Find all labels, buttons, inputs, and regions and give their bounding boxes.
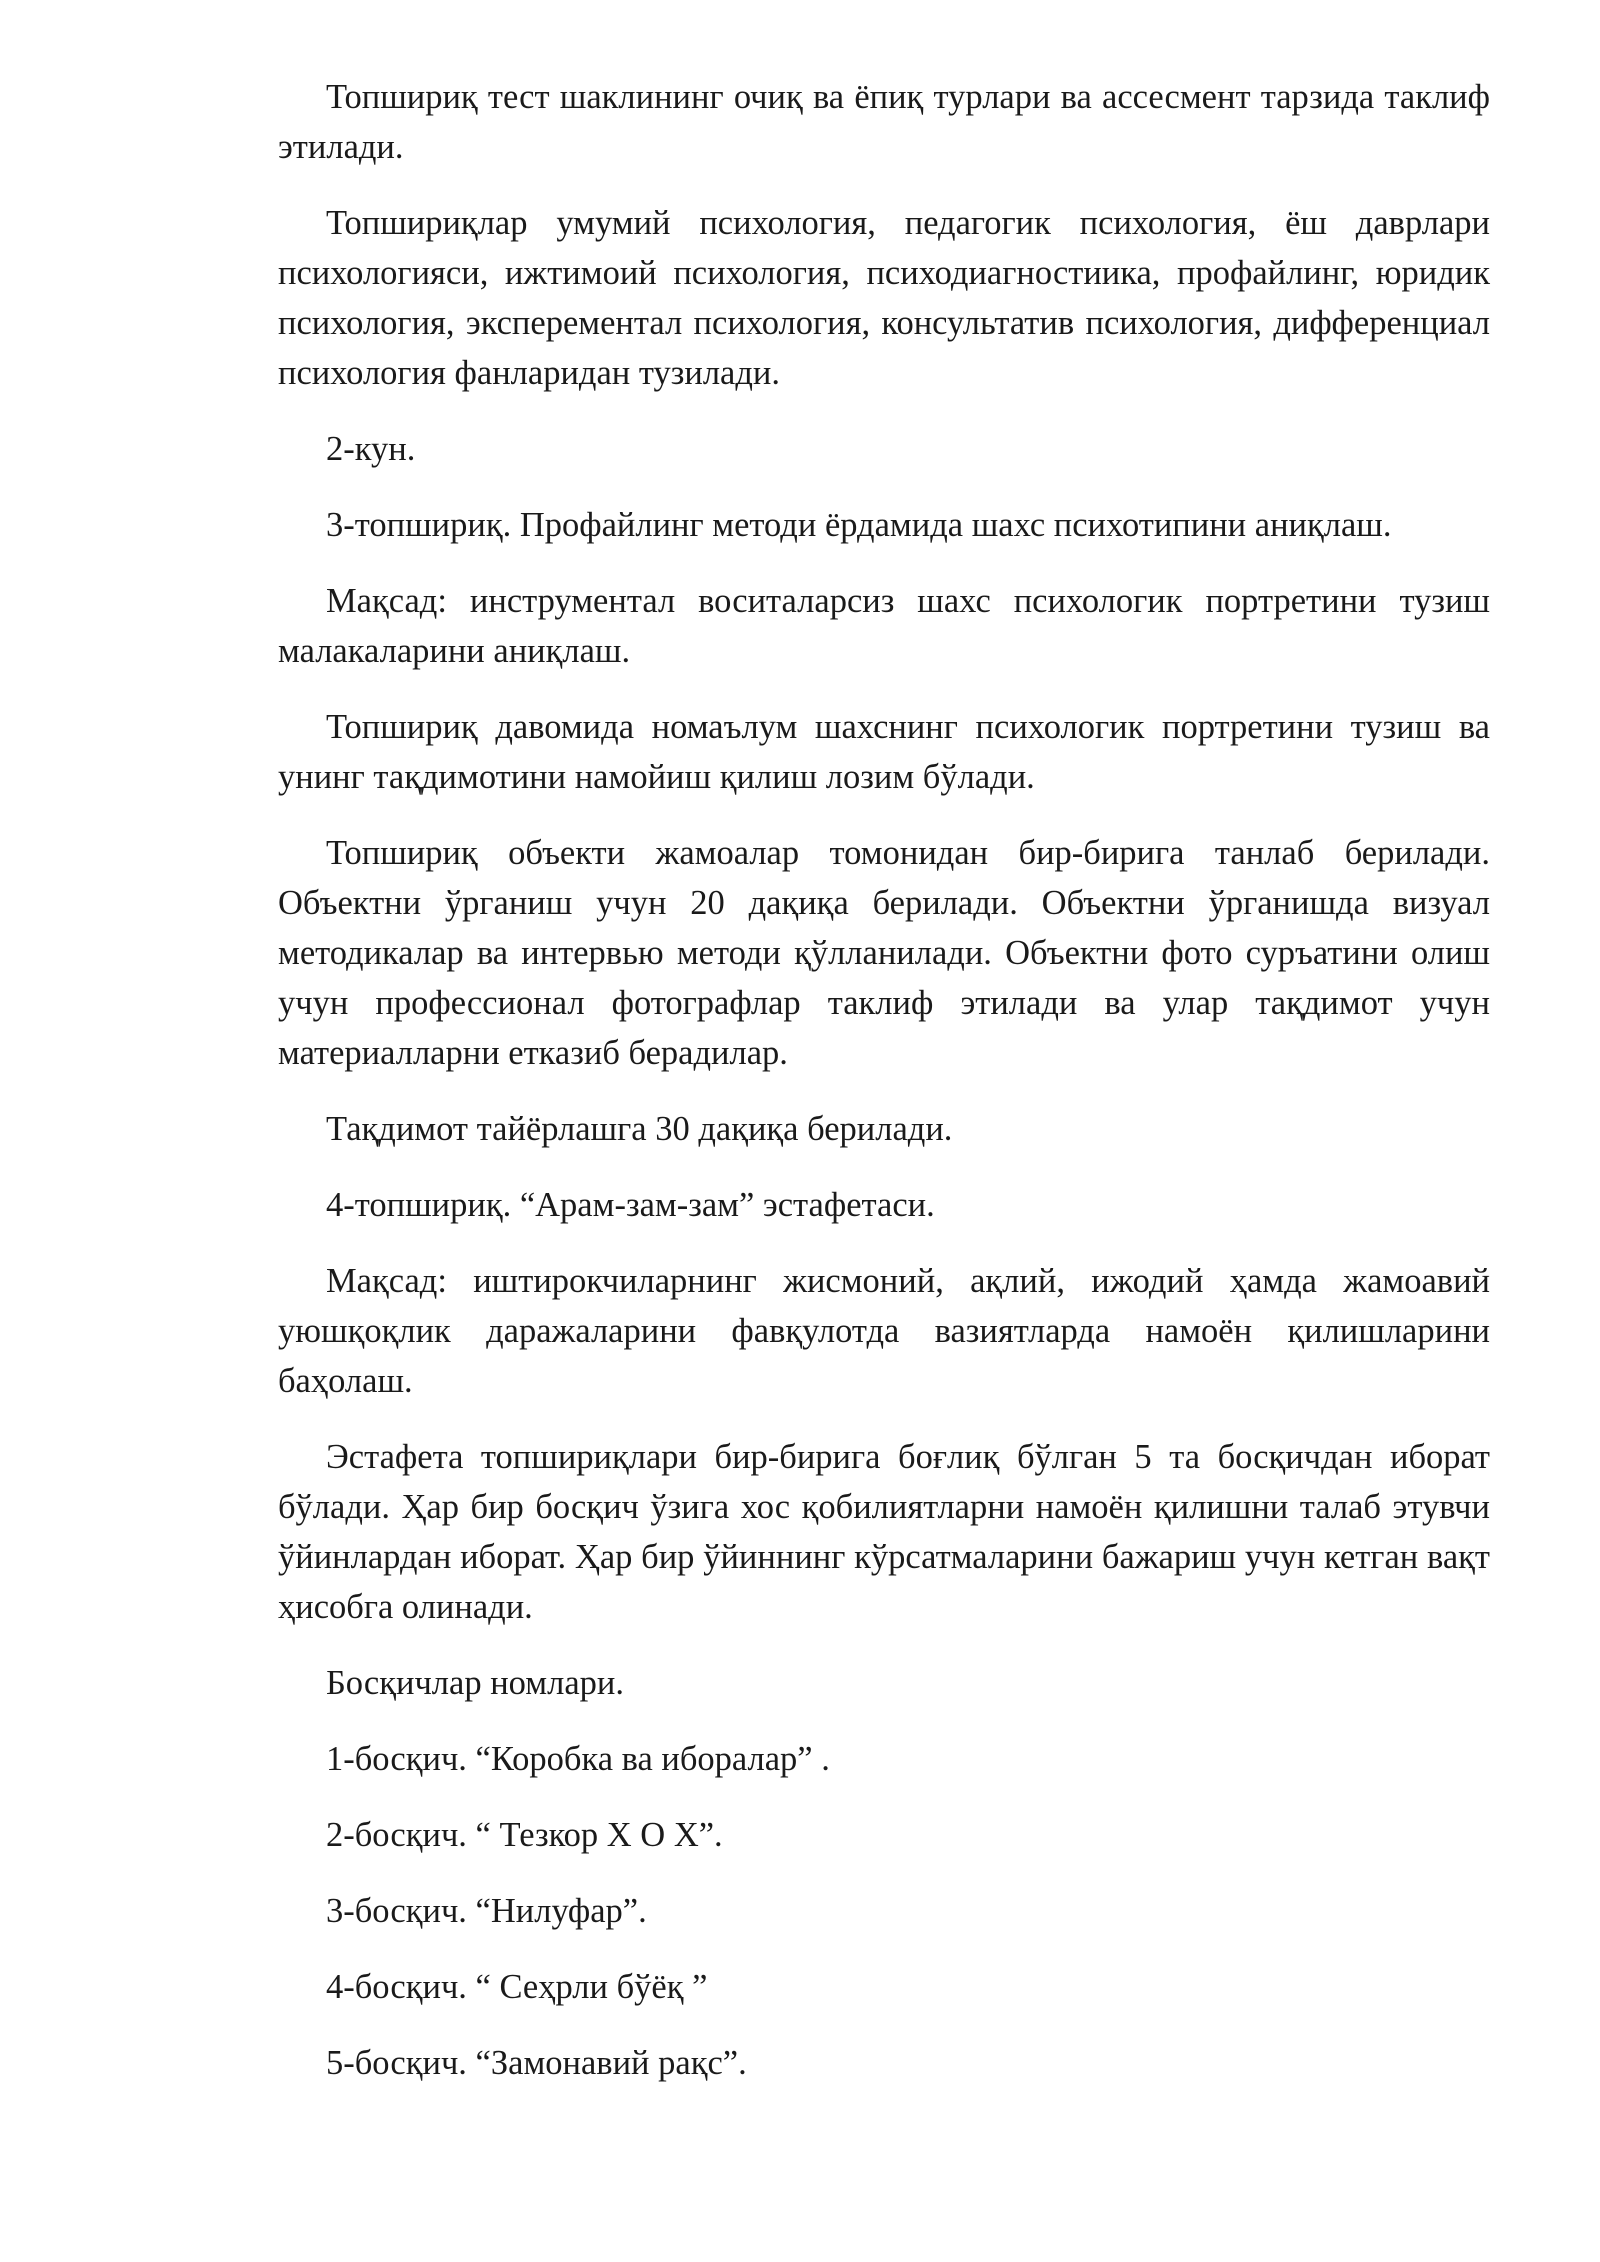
list-item-stage-1: 1-босқич. “Коробка ва иборалар” . [326,1740,830,1778]
paragraph-task-3-description: Топшириқ давомида номаълум шахснинг психологик портретини тузиш ва унинг тақдимотини намойиш қилиш лозим бўлади. [278,708,1490,796]
list-item-stage-4: 4-босқич. “ Сеҳрли бўёқ ” [326,1968,708,2006]
paragraph-task-3-object: Топшириқ объекти жамоалар томонидан бир-бирига танлаб берилади. Объектни ўрганиш учун 20 дақиқа берилади. Объектни ўрганишда визуал методикалар ва интервью методи қўлланилади. Объектни фото суръатини олиш учун профессионал фотографлар таклиф этилади ва улар тақдимот учун материалларни етказиб берадилар. [278,834,1490,1072]
paragraph-test-format: Топшириқ тест шаклининг очиқ ва ёпиқ турлари ва ассесмент тарзида таклиф этилади. [278,78,1490,166]
paragraph-stages-heading: Босқичлар номлари. [326,1664,624,1702]
paragraph-task-3-title: 3-топшириқ. Профайлинг методи ёрдамида шахс психотипини аниқлаш. [326,506,1392,544]
paragraph-task-4-title: 4-топшириқ. “Арам-зам-зам” эстафетаси. [326,1186,935,1224]
document-body [278,72,1490,2114]
paragraph-day-2: 2-кун. [326,430,416,468]
paragraph-task-3-goal: Мақсад: инструментал воситаларсиз шахс психологик портретини тузиш малакаларини аниқлаш. [278,582,1490,670]
paragraph-subjects: Топшириқлар умумий психология, педагогик психология, ёш даврлари психологияси, ижтимоий психология, психодиагностиика, профайлинг, юридик психология, эксперементал психология, консультатив психология, дифференциал психология фанларидан тузилади. [278,204,1490,392]
paragraph-task-4-goal: Мақсад: иштирокчиларнинг жисмоний, ақлий, ижодий ҳамда жамоавий уюшқоқлик даражаларини фавқулотда вазиятларда намоён қилишларини баҳолаш. [278,1262,1490,1400]
paragraph-presentation-time: Тақдимот тайёрлашга 30 дақиқа берилади. [326,1110,953,1148]
list-item-stage-2: 2-босқич. “ Тезкор Х О Х”. [326,1816,723,1854]
list-item-stage-5: 5-босқич. “Замонавий рақс”. [326,2044,747,2082]
paragraph-relay-description: Эстафета топшириқлари бир-бирига боғлиқ бўлган 5 та босқичдан иборат бўлади. Ҳар бир босқич ўзига хос қобилиятларни намоён қилишни талаб этувчи ўйинлардан иборат. Ҳар бир ўйиннинг кўрсатмаларини бажариш учун кетган вақт ҳисобга олинади. [278,1438,1490,1626]
list-item-stage-3: 3-босқич. “Нилуфар”. [326,1892,647,1930]
